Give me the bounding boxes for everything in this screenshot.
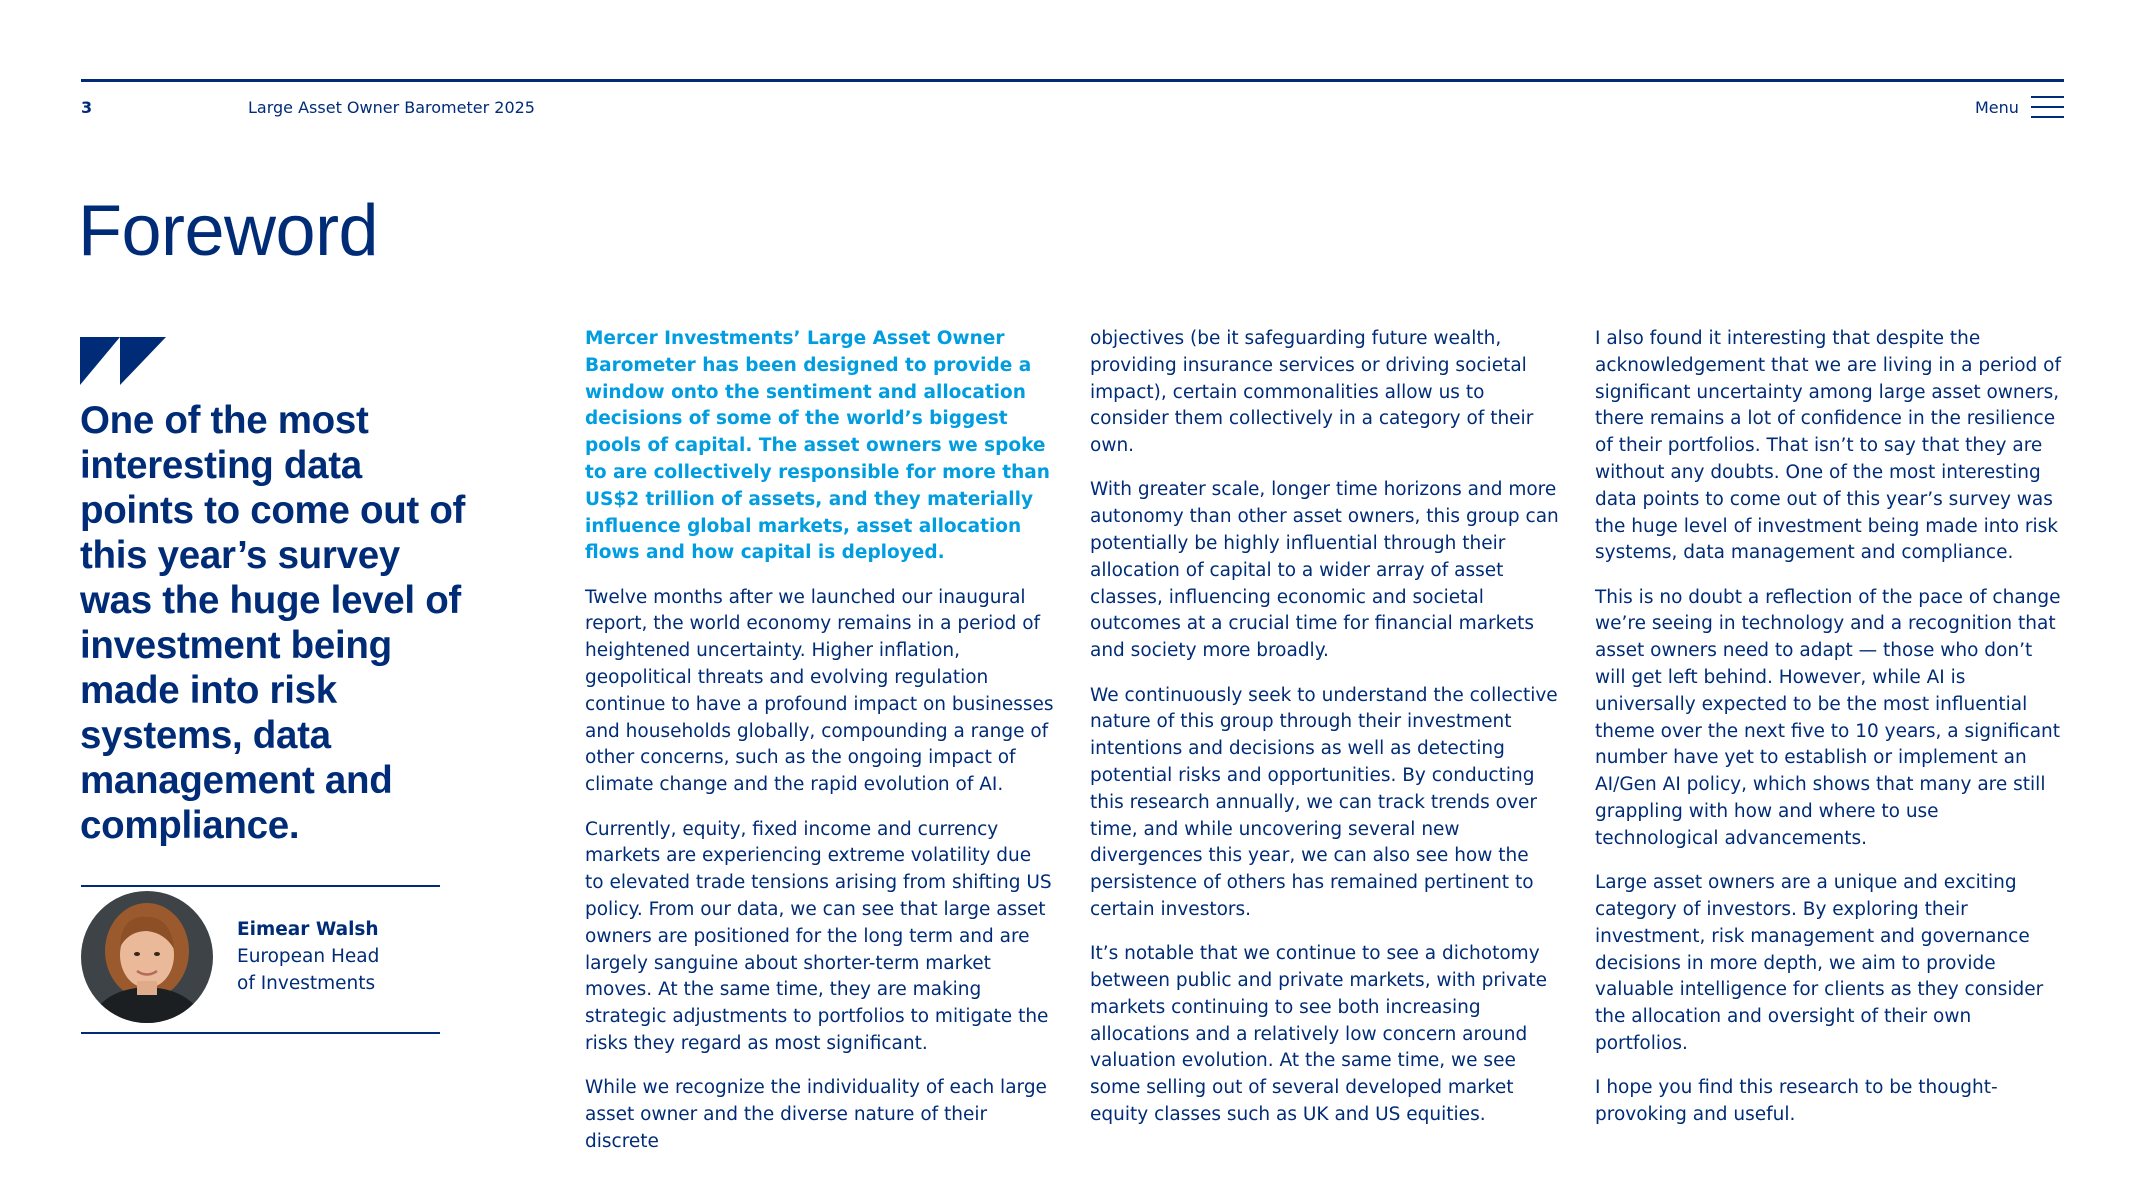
author-info — [237, 916, 379, 997]
quote-mark-icon — [80, 337, 166, 385]
avatar — [81, 891, 213, 1023]
lead-paragraph: Mercer Investments’ Large Asset Owner Barometer has been designed to provide a window onto the sentiment and allocation decisions of some of the world’s biggest pools of capital. The asset owners we spoke to are collectively responsible for more than US$2 trillion of assets, and they materially influence global markets, asset allocation flows and how capital is deployed. — [585, 328, 1050, 564]
author-top-rule — [81, 885, 440, 887]
author-bottom-rule — [81, 1032, 440, 1034]
author-role-line1: European Head — [237, 946, 380, 967]
body-paragraph: Large asset owners are a unique and exciting category of investors. By exploring their investment, risk management and governance decisions in more depth, we aim to provide valuable intelligence for clients as they consider the allocation and oversight of their own portfolios. — [1595, 872, 2044, 1054]
author-name: Eimear Walsh — [237, 919, 379, 940]
text-column-3 — [1595, 326, 2065, 1146]
author-role-line2: of Investments — [237, 973, 376, 994]
menu-button[interactable] — [1975, 96, 2064, 118]
body-paragraph: This is no doubt a reflection of the pace of change we’re seeing in technology and a recognition that asset owners need to adapt — those who don’t will get left behind. However, while AI is universally expected to be the most influential theme over the next five to 10 years, a significant number have yet to establish or implement an AI/Gen AI policy, which shows that many are still grappling with how and where to use technological advancements. — [1595, 586, 2061, 849]
page-title: Foreword — [78, 191, 379, 271]
header-rule — [81, 79, 2064, 82]
body-paragraph: It’s notable that we continue to see a dichotomy between public and private markets, with private markets continuing to see both increasing allocations and a relatively low concern around valuation evolution. At the same time, we see some selling out of several developed market equity classes such as UK and US equities. — [1090, 943, 1547, 1126]
body-paragraph: objectives (be it safeguarding future wealth, providing insurance services or driving societal impact), certain commonalities allow us to consider them collectively in a category of their own. — [1090, 328, 1534, 457]
body-paragraph: We continuously seek to understand the collective nature of this group through their investment intentions and decisions as well as detecting potential risks and opportunities. By conducting this research annually, we can track trends over time, and while uncovering several new divergences this year, we can also see how the persistence of others has remained pertinent to certain investors. — [1090, 684, 1558, 920]
body-paragraph: With greater scale, longer time horizons and more autonomy than other asset owners, this group can potentially be highly influential through their allocation of capital to a wider array of asset classes, influencing economic and societal outcomes at a crucial time for financial markets and society more broadly. — [1090, 479, 1559, 662]
body-paragraph: I also found it interesting that despite the acknowledgement that we are living in a period of significant uncertainty among large asset owners, there remains a lot of confidence in the resilience of their portfolios. That isn’t to say that they are without any doubts. One of the most interesting data points to come out of this year’s survey was the huge level of investment being made into risk systems, data management and compliance. — [1595, 328, 2062, 564]
body-paragraph: I hope you find this research to be thought-provoking and useful. — [1595, 1077, 1998, 1126]
body-paragraph: While we recognize the individuality of each large asset owner and the diverse nature of their discrete — [585, 1077, 1047, 1152]
body-paragraph: Currently, equity, fixed income and currency markets are experiencing extreme volatility due to elevated trade tensions arising from shifting US policy. From our data, we can see that large asset owners are positioned for the long term and are largely sanguine about shorter-term market moves. At the same time, they are making strategic adjustments to portfolios to mitigate the risks they regard as most significant. — [585, 818, 1052, 1054]
body-paragraph: Twelve months after we launched our inaugural report, the world economy remains in a period of heightened uncertainty. Higher inflation, geopolitical threats and evolving regulation continue to have a profound impact on businesses and households globally, compounding a range of other concerns, such as the ongoing impact of climate change and the rapid evolution of AI. — [585, 586, 1054, 796]
page-number: 3 — [81, 98, 93, 117]
text-column-1 — [585, 326, 1055, 1173]
menu-label: Menu — [1975, 97, 2019, 117]
hamburger-icon — [2031, 96, 2064, 118]
text-column-2 — [1090, 326, 1560, 1146]
pull-quote: One of the most interesting data points to come out of this year’s survey was the huge level of investment being made into risk systems, data management and compliance. — [80, 399, 466, 847]
document-title: Large Asset Owner Barometer 2025 — [248, 98, 535, 117]
